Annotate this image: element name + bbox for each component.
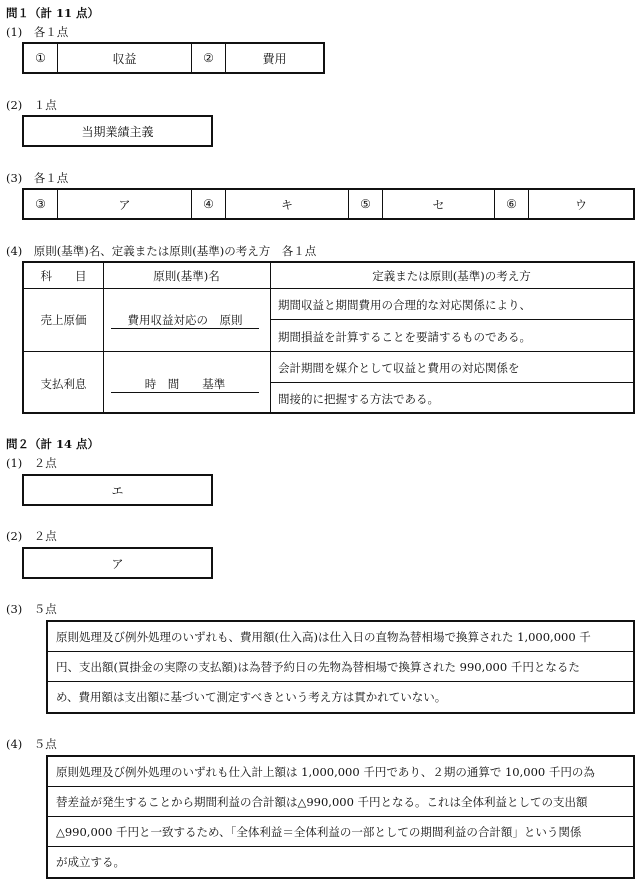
q2-s4-label: (4) ５点 [6, 737, 57, 751]
answer-num-5: ⑤ [349, 190, 383, 218]
table-header-definition: 定義または原則(基準)の考え方 [372, 269, 531, 283]
row1-definition-line1: 期間収益と期間費用の合理的な対応関係により、 [278, 298, 531, 312]
q2-s3-line3: め、費用額は支出額に基づいて測定すべきという考え方は貫かれていない。 [56, 690, 447, 704]
principle-table [22, 261, 635, 414]
q1-s1-answer-box [22, 42, 325, 74]
q2-s3-line2: 円、支出額(買掛金の実際の支払額)は為替予約日の先物為替相場で換算された 990,000 千円となるた [48, 652, 633, 682]
table-header-principle: 原則(基準)名 [153, 269, 220, 283]
answer-3: ア [58, 190, 192, 218]
q1-heading: 問１（計 11 点） [6, 6, 100, 20]
row2-principle: 時 間 基準 [111, 376, 259, 393]
answer-num-4: ④ [192, 190, 226, 218]
q2-s1-answer: エ [22, 474, 213, 506]
answer-5: セ [383, 190, 495, 218]
row2-subject: 支払利息 [40, 377, 87, 391]
q1-s2-label: (2) １点 [6, 98, 57, 112]
q1-s3-label: (3) 各１点 [6, 171, 69, 185]
q2-s4-line4: が成立する。 [56, 855, 125, 869]
q2-s1-label: (1) ２点 [6, 456, 57, 470]
row2-definition-line2: 間接的に把握する方法である。 [278, 392, 439, 406]
q2-s4-line2: 替差益が発生することから期間利益の合計額は△990,000 千円となる。これは全体利益としての支出額 [48, 787, 633, 817]
q2-s2-answer: ア [22, 547, 213, 579]
q2-s3-line1: 原則処理及び例外処理のいずれも、費用額(仕入高)は仕入日の直物為替相場で換算された 1,000,000 千 [48, 622, 633, 652]
answer-2: 費用 [262, 51, 287, 66]
q1-s4-label: (4) 原則(基準)名、定義または原則(基準)の考え方 各１点 [6, 244, 317, 258]
answer-6: ウ [574, 197, 587, 212]
answer-1: 収益 [58, 44, 192, 72]
answer-4: キ [226, 190, 349, 218]
q2-s4-answer-box [46, 755, 635, 879]
q2-s3-label: (3) ５点 [6, 602, 57, 616]
q2-s2-label: (2) ２点 [6, 529, 57, 543]
answer-num-6: ⑥ [495, 190, 529, 218]
q2-s4-line3: △990,000 千円と一致するため、「全体利益＝全体利益の一部としての期間利益の合計額」という関係 [48, 817, 633, 847]
q1-s1-label: (1) 各１点 [6, 25, 69, 39]
answer-num-3: ③ [24, 190, 58, 218]
q1-s3-answer-box [22, 188, 635, 220]
row1-definition-line2: 期間損益を計算することを要請するものである。 [278, 330, 531, 344]
table-header-subject: 科 目 [40, 269, 87, 283]
row1-principle: 費用収益対応の 原則 [111, 312, 259, 329]
answer-num-2: ② [192, 44, 226, 72]
row1-subject: 売上原価 [40, 313, 87, 327]
q1-s2-answer: 当期業績主義 [22, 115, 213, 147]
row2-definition-line1: 会計期間を媒介として収益と費用の対応関係を [278, 361, 520, 375]
q2-heading: 問２（計 14 点） [6, 437, 100, 451]
answer-num-1: ① [24, 44, 58, 72]
q2-s3-answer-box [46, 620, 635, 714]
q2-s4-line1: 原則処理及び例外処理のいずれも仕入計上額は 1,000,000 千円であり、２期の通算で 10,000 千円の為 [48, 757, 633, 787]
